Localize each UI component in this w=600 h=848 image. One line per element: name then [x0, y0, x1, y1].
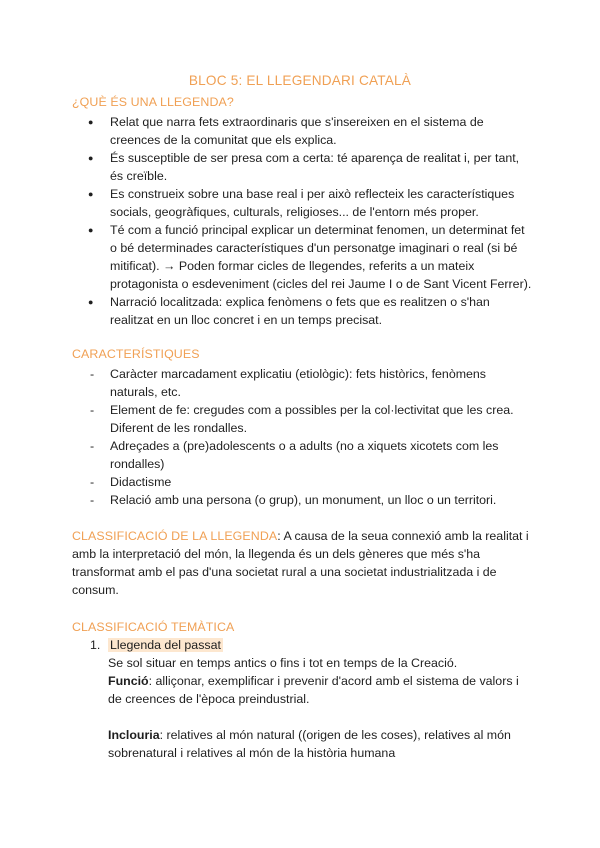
function-text: : alliçonar, exemplificar i prevenir d'acord amb el sistema de valors i de creences de l'època preindustrial.: [108, 674, 519, 706]
paragraph-text: A causa de la seua connexió amb la realitat i amb la interpretació del món, la llegenda és un dels gèneres que més s'ha transformat amb el pas d'una societat rural a una societat industrialitzada i de consum.: [72, 529, 529, 597]
separator: :: [277, 529, 281, 543]
function-label: Funció: [108, 674, 149, 688]
list-item: ● Narració localitzada: explica fenòmens o fets que es realitzen o s'han realitzat en un lloc concret i en un temps precisat.: [72, 293, 532, 329]
includes-text: : relatives al món natural ((origen de les coses), relatives al món sobrenatural i relatives al món de la història humana: [108, 728, 511, 760]
includes-label: Inclouria: [108, 728, 160, 742]
list-item: - Relació amb una persona (o grup), un monument, un lloc o un territori.: [72, 491, 532, 509]
bullet-list: [72, 113, 532, 329]
list-item: ● Té com a funció principal explicar un determinat fenomen, un determinat fet o bé determinades característiques d'un personatge imaginari o real (si bé mitificat). → Poden formar cicles de llegendes, referits a un mateix protagonista o esdeveniment (cicles del rei Jaume I o de Sant Vicent Ferrer).: [72, 221, 532, 293]
page-title: BLOC 5: EL LLEGENDARI CATALÀ: [188, 73, 412, 88]
list-item: - Caràcter marcadament explicatiu (etiològic): fets històrics, fenòmens naturals, etc.: [72, 365, 532, 401]
section-characteristics: [72, 345, 532, 509]
list-item: - Didactisme: [72, 473, 532, 491]
section-heading: CARACTERÍSTIQUES: [72, 347, 200, 361]
list-item: - Element de fe: cregudes com a possibles per la col·lectivitat que les crea. Diferent de les rondalles.: [72, 401, 532, 437]
item-description: Se sol situar en temps antics o fins i tot en temps de la Creació.: [108, 656, 458, 670]
list-item: - Adreçades a (pre)adolescents o a adults (no a xiquets xicotets com les rondalles): [72, 437, 532, 473]
section-classification: [72, 527, 532, 599]
item-number: 1.: [90, 638, 101, 652]
section-heading: CLASSIFICACIÓ DE LA LLEGENDA: [72, 529, 278, 543]
section-heading: ¿QUÈ ÉS UNA LLEGENDA?: [72, 95, 234, 109]
dash-list: [72, 365, 532, 509]
section-what-is-legend: [72, 93, 532, 329]
list-item: ● És susceptible de ser presa com a certa: té aparença de realitat i, per tant, és creïble.: [72, 149, 532, 185]
includes-paragraph: [72, 726, 532, 762]
function-paragraph: [72, 672, 532, 708]
item-title: Llegenda del passat: [110, 638, 221, 652]
numbered-item: [72, 636, 532, 654]
list-item: ● Relat que narra fets extraordinaris que s'insereixen en el sistema de creences de la comunitat que els explica.: [72, 113, 532, 149]
list-item: ● Es construeix sobre una base real i per això reflecteix les característiques socials, geogràfiques, culturals, religioses... de l'entorn més proper.: [72, 185, 532, 221]
section-heading: CLASSIFICACIÓ TEMÀTICA: [72, 620, 235, 634]
section-thematic-classification: [72, 618, 532, 762]
